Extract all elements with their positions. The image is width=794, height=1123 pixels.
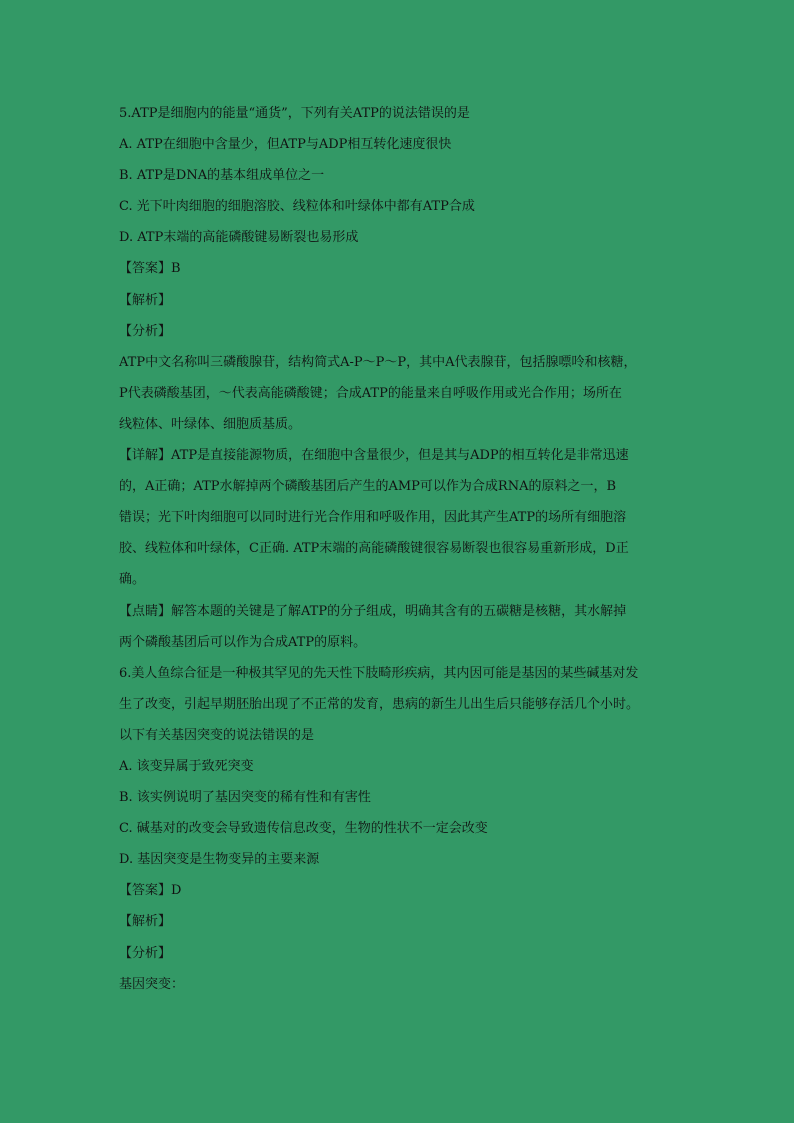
q6-option-b: B. 该实例说明了基因突变的稀有性和有害性 bbox=[119, 790, 371, 806]
q5-xiangjie-line: 确。 bbox=[119, 572, 146, 588]
q5-xiangjie-line: 错误；光下叶肉细胞可以同时进行光合作用和呼吸作用，因此其产生ATP的场所有细胞溶 bbox=[119, 510, 627, 526]
q5-jiexi-heading: 【解析】 bbox=[119, 292, 172, 308]
q5-dianjing-line: 【点睛】解答本题的关键是了解ATP的分子组成，明确其含有的五碳糖是核糖，其水解掉 bbox=[119, 603, 627, 619]
q5-dianjing-paragraph bbox=[119, 596, 679, 658]
q5-xiangjie-paragraph bbox=[119, 440, 679, 595]
q6-stem-line: 6.美人鱼综合征是一种极其罕见的先天性下肢畸形疾病，其内因可能是基因的某些碱基对发 bbox=[119, 665, 639, 681]
q6-option-a: A. 该变异属于致死突变 bbox=[119, 758, 254, 774]
q5-dianjing-line: 两个磷酸基团后可以作为合成ATP的原料。 bbox=[119, 634, 367, 650]
q5-option-c: C. 光下叶肉细胞的细胞溶胶、线粒体和叶绿体中都有ATP合成 bbox=[119, 199, 475, 215]
q6-option-d: D. 基因突变是生物变异的主要来源 bbox=[119, 852, 320, 868]
q6-fenxi-heading: 【分析】 bbox=[119, 945, 172, 961]
q5-answer: 【答案】B bbox=[119, 261, 181, 277]
q6-stem-line: 生了改变，引起早期胚胎出现了不正常的发育，患病的新生儿出生后只能够存活几个小时。 bbox=[119, 696, 640, 712]
q5-option-d: D. ATP末端的高能磷酸键易断裂也易形成 bbox=[119, 230, 359, 246]
q5-fenxi-line: P代表磷酸基团，～代表高能磷酸键；合成ATP的能量来自呼吸作用或光合作用；场所在 bbox=[119, 385, 622, 401]
q5-fenxi-paragraph bbox=[119, 347, 679, 440]
q6-stem bbox=[119, 658, 679, 751]
q6-answer: 【答案】D bbox=[119, 883, 182, 899]
q6-stem-line: 以下有关基因突变的说法错误的是 bbox=[119, 727, 315, 743]
q6-tail-text: 基因突变： bbox=[119, 976, 185, 992]
q5-xiangjie-line: 【详解】ATP是直接能源物质，在细胞中含量很少，但是其与ADP的相互转化是非常迅速 bbox=[119, 448, 629, 464]
q6-option-c: C. 碱基对的改变会导致遗传信息改变，生物的性状不一定会改变 bbox=[119, 821, 488, 837]
document-page bbox=[119, 98, 679, 1000]
q5-xiangjie-line: 胶、线粒体和叶绿体，C正确. ATP末端的高能磷酸键很容易断裂也很容易重新形成，D正 bbox=[119, 541, 629, 557]
q5-stem: 5.ATP是细胞内的能量“通货”，下列有关ATP的说法错误的是 bbox=[119, 106, 470, 121]
q5-xiangjie-line: 的，A正确；ATP水解掉两个磷酸基团后产生的AMP可以作为合成RNA的原料之一，B bbox=[119, 479, 617, 495]
q5-fenxi-line: 线粒体、叶绿体、细胞质基质。 bbox=[119, 416, 302, 432]
q5-fenxi-line: ATP中文名称叫三磷酸腺苷，结构简式A-P～P～P，其中A代表腺苷，包括腺嘌呤和核糖， bbox=[119, 354, 637, 370]
q5-fenxi-heading: 【分析】 bbox=[119, 323, 172, 339]
q5-option-b: B. ATP是DNA的基本组成单位之一 bbox=[119, 168, 325, 184]
q6-jiexi-heading: 【解析】 bbox=[119, 914, 172, 930]
q5-option-a: A. ATP在细胞中含量少，但ATP与ADP相互转化速度很快 bbox=[119, 137, 452, 153]
